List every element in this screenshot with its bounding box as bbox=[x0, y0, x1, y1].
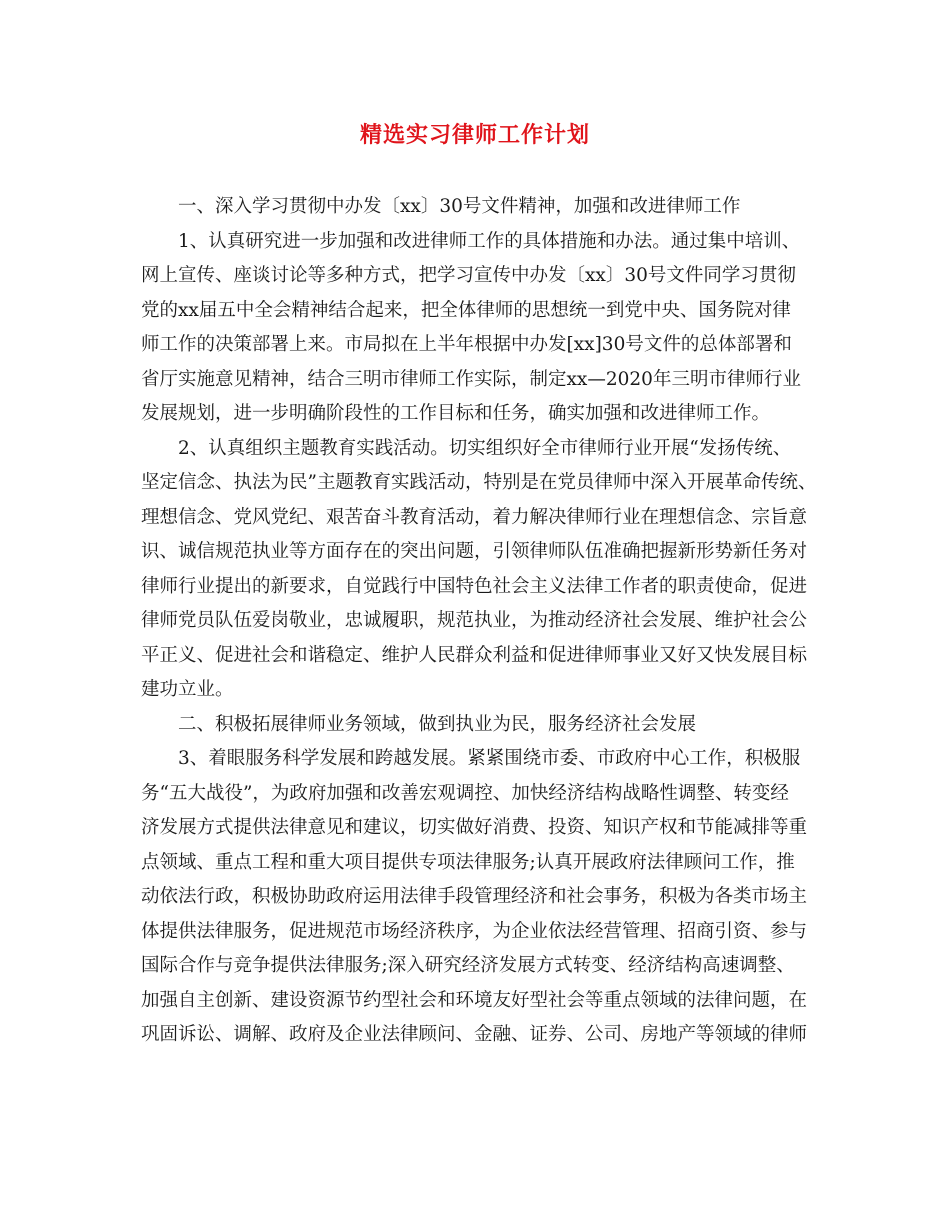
text-line: 律师行业提出的新要求，自觉践行中国特色社会主义法律工作者的职责使命，促进 bbox=[141, 575, 808, 597]
text-line: 1、认真研究进一步加强和改进律师工作的具体措施和办法。通过集中培训、 bbox=[178, 230, 801, 252]
text-line: 国际合作与竞争提供法律服务;深入研究经济发展方式转变、经济结构高速调整、 bbox=[141, 955, 795, 976]
text-line: 2、认真组织主题教育实践活动。切实组织好全市律师行业开展“发扬传统、 bbox=[178, 437, 792, 459]
text-line: 点领域、重点工程和重大项目提供专项法律服务;认真开展政府法律顾问工作，推 bbox=[141, 851, 795, 873]
text-line: 师工作的决策部署上来。市局拟在上半年根据中办发[xx]30号文件的总体部署和 bbox=[141, 334, 792, 355]
text-line: 动依法行政，积极协助政府运用法律手段管理经济和社会事务，积极为各类市场主 bbox=[141, 886, 808, 907]
text-line: 体提供法律服务，促进规范市场经济秩序，为企业依法经营管理、招商引资、参与 bbox=[141, 920, 808, 942]
text-line: 发展规划，进一步明确阶段性的工作目标和任务，确实加强和改进律师工作。 bbox=[141, 403, 771, 424]
text-line: 理想信念、党风党纪、艰苦奋斗教育活动，着力解决律师行业在理想信念、宗旨意 bbox=[141, 506, 808, 528]
text-line: 党的xx届五中全会精神结合起来，把全体律师的思想统一到党中央、国务院对律 bbox=[141, 299, 791, 321]
text-line: 省厅实施意见精神，结合三明市律师工作实际，制定xx—2020年三明市律师行业 bbox=[141, 368, 801, 390]
document-body bbox=[141, 190, 821, 1053]
text-line: 巩固诉讼、调解、政府及企业法律顾问、金融、证券、公司、房地产等领域的律师 bbox=[141, 1024, 808, 1045]
text-line: 识、诚信规范执业等方面存在的突出问题，引领律师队伍准确把握新形势新任务对 bbox=[141, 541, 808, 562]
text-line: 一、深入学习贯彻中办发〔xx〕30号文件精神，加强和改进律师工作 bbox=[178, 196, 741, 217]
text-line: 加强自主创新、建设资源节约型社会和环境友好型社会等重点领域的法律问题，在 bbox=[141, 989, 808, 1011]
text-line: 建功立业。 bbox=[141, 679, 234, 700]
text-line: 律师党员队伍爱岗敬业，忠诚履职，规范执业，为推动经济社会发展、维护社会公 bbox=[141, 610, 808, 631]
text-line: 3、着眼服务科学发展和跨越发展。紧紧围绕市委、市政府中心工作，积极服 bbox=[178, 748, 801, 769]
document-title: 精选实习律师工作计划 bbox=[359, 122, 590, 148]
text-line: 二、积极拓展律师业务领域，做到执业为民，服务经济社会发展 bbox=[178, 713, 697, 735]
text-line: 网上宣传、座谈讨论等多种方式，把学习宣传中办发〔xx〕30号文件同学习贯彻 bbox=[141, 265, 796, 286]
text-line: 务“五大战役”，为政府加强和改善宏观调控、加快经济结构战略性调整、转变经 bbox=[141, 782, 789, 804]
text-line: 济发展方式提供法律意见和建议，切实做好消费、投资、知识产权和节能减排等重 bbox=[141, 817, 808, 838]
text-line: 平正义、促进社会和谐稳定、维护人民群众利益和促进律师事业又好又快发展目标 bbox=[141, 644, 808, 666]
text-line: 坚定信念、执法为民”主题教育实践活动，特别是在党员律师中深入开展革命传统、 bbox=[141, 472, 817, 493]
